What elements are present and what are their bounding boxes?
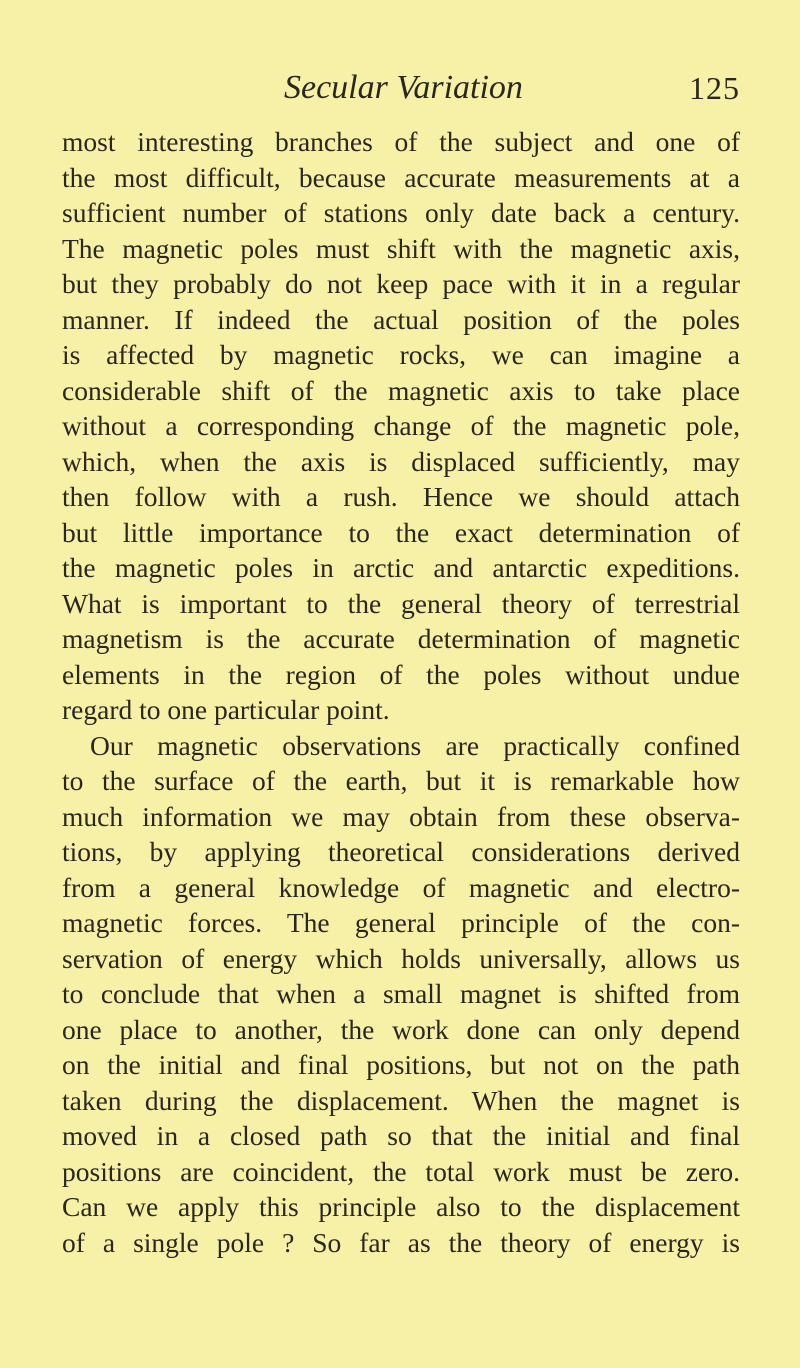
text-line: but they probably do not keep pace with it in a regular xyxy=(62,268,740,299)
running-title: Secular Variation xyxy=(284,69,523,106)
text-line: the most difficult, because accurate measurements at a xyxy=(62,161,740,193)
paragraph xyxy=(62,124,740,728)
text-line: considerable shift of the magnetic axis to take place xyxy=(62,374,740,406)
text-line: Our magnetic observations are practically confined xyxy=(90,729,740,761)
text-line: to conclude that when a small magnet is shifted from xyxy=(62,978,740,1009)
text-line: elements in the region of the poles without undue xyxy=(62,658,740,690)
text-line: tions, by applying theoretical considerations derived xyxy=(62,836,740,867)
text-line: positions are coincident, the total work must be zero. xyxy=(62,1155,740,1187)
page-number: 125 xyxy=(689,70,740,106)
text-line: magnetic forces. The general principle of the con- xyxy=(62,907,740,938)
text-line: magnetism is the accurate determination of magnetic xyxy=(62,623,740,654)
text-line: but little importance to the exact determination of xyxy=(62,516,740,548)
text-line: much information we may obtain from these observa- xyxy=(62,800,740,832)
text-line: regard to one particular point. xyxy=(62,694,390,725)
text-line: from a general knowledge of magnetic and electro- xyxy=(62,871,740,903)
text-line: most interesting branches of the subject and one of xyxy=(62,126,740,157)
text-line: of a single pole ? So far as the theory of energy is xyxy=(62,1226,740,1258)
text-line: Can we apply this principle also to the displacement xyxy=(62,1191,740,1222)
page-header xyxy=(0,66,800,110)
paragraph xyxy=(62,728,740,1261)
text-line: on the initial and final positions, but not on the path xyxy=(62,1049,740,1080)
text-line: to the surface of the earth, but it is remarkable how xyxy=(62,765,740,796)
text-line: one place to another, the work done can only depend xyxy=(62,1013,740,1045)
body-text xyxy=(62,124,740,1260)
text-line: What is important to the general theory of terrestrial xyxy=(62,587,740,619)
text-line: sufficient number of stations only date back a century. xyxy=(62,197,740,228)
text-line: is affected by magnetic rocks, we can imagine a xyxy=(62,339,740,370)
text-line: The magnetic poles must shift with the magnetic axis, xyxy=(62,232,740,264)
text-line: the magnetic poles in arctic and antarctic expeditions. xyxy=(62,552,740,583)
text-line: moved in a closed path so that the initial and final xyxy=(62,1120,740,1151)
text-line: which, when the axis is displaced sufficiently, may xyxy=(62,445,740,477)
text-line: taken during the displacement. When the magnet is xyxy=(62,1084,740,1116)
text-line: without a corresponding change of the magnetic pole, xyxy=(62,410,740,441)
text-line: then follow with a rush. Hence we should attach xyxy=(62,481,740,512)
text-line: manner. If indeed the actual position of the poles xyxy=(62,303,740,335)
text-line: servation of energy which holds universally, allows us xyxy=(62,942,740,974)
